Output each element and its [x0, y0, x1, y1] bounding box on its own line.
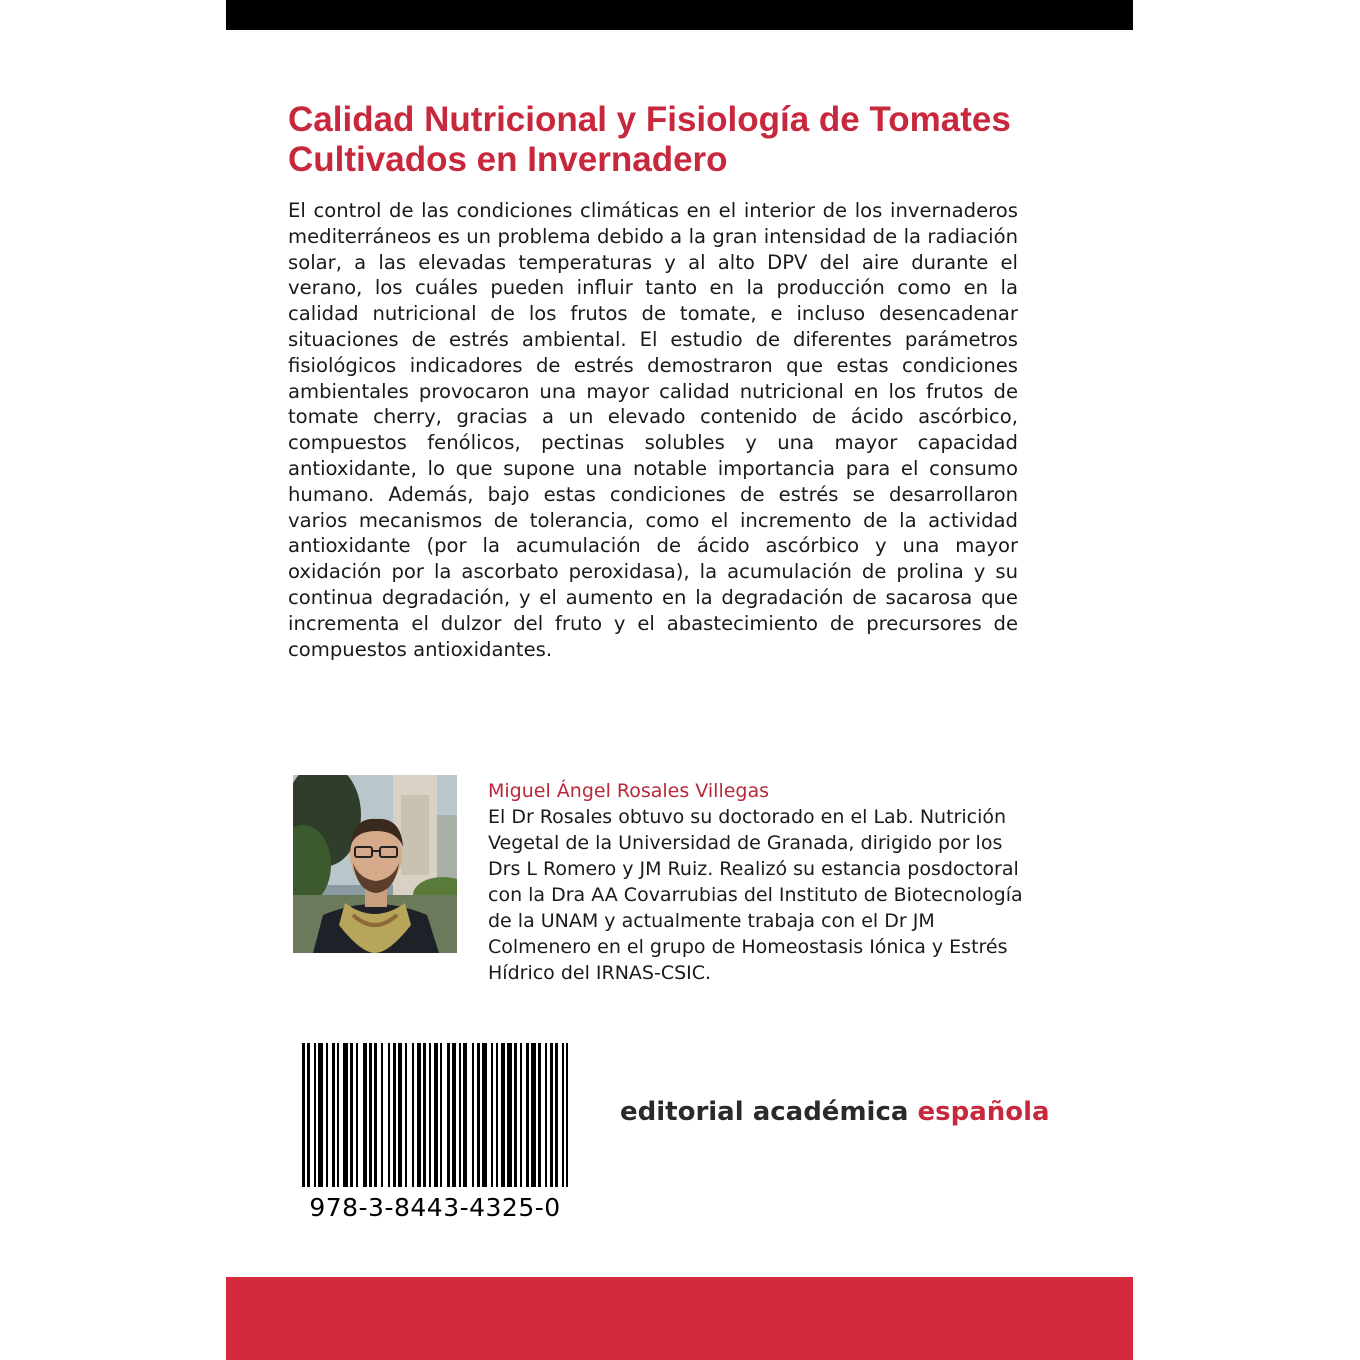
- author-bio: El Dr Rosales obtuvo su doctorado en el Lab. Nutrición Vegetal de la Universidad de Granada, dirigido por los Drs L Romero y JM Ruiz. Realizó su estancia posdoctoral con la Dra AA Covarrubias del Instituto de Biotecnología de la UNAM y actualmente trabaja con el Dr JM Colmenero en el grupo de Homeostasis Iónica y Estrés Hídrico del IRNAS-CSIC.: [488, 806, 1023, 984]
- isbn-number: 978-3-8443-4325-0: [309, 1193, 561, 1222]
- book-synopsis: El control de las condiciones climáticas en el interior de los invernaderos mediterráneos es un problema debido a la gran intensidad de la radiación solar, a las elevadas temperaturas y al alto DPV del aire durante el verano, los cuáles pueden influir tanto en la producción como en la calidad nutricional de los frutos de tomate, e incluso desencadenar situaciones de estrés ambiental. El estudio de diferentes parámetros fisiológicos indicadores de estrés demostraron que estas condiciones ambientales provocaron una mayor calidad nutricional en los frutos de tomate cherry, gracias a un elevado contenido de ácido ascórbico, compuestos fenólicos, pectinas solubles y una mayor capacidad antioxidante, lo que supone una notable importancia para el consumo humano. Además, bajo estas condiciones de estrés se desarrollaron varios mecanismos de tolerancia, como el incremento de la actividad antioxidante (por la acumulación de ácido ascórbico y una mayor oxidación por la ascorbato peroxidasa), la acumulación de prolina y su continua degradación, y el aumento en la degradación de sacarosa que incrementa el dulzor del fruto y el abastecimiento de precursores de compuestos antioxidantes.: [288, 199, 1018, 661]
- book-title: Calidad Nutricional y Fisiología de Tomates Cultivados en Invernadero: [288, 100, 1011, 179]
- bottom-bar: [226, 1277, 1133, 1360]
- author-photo: [293, 775, 457, 953]
- publisher-logo: [620, 1095, 1050, 1129]
- back-cover: [226, 0, 1133, 1360]
- publisher-name-accent: española: [917, 1097, 1050, 1127]
- top-bar: [226, 0, 1133, 30]
- author-name: Miguel Ángel Rosales Villegas: [488, 780, 770, 802]
- publisher-name: editorial académica: [620, 1097, 909, 1127]
- barcode: [302, 1043, 568, 1187]
